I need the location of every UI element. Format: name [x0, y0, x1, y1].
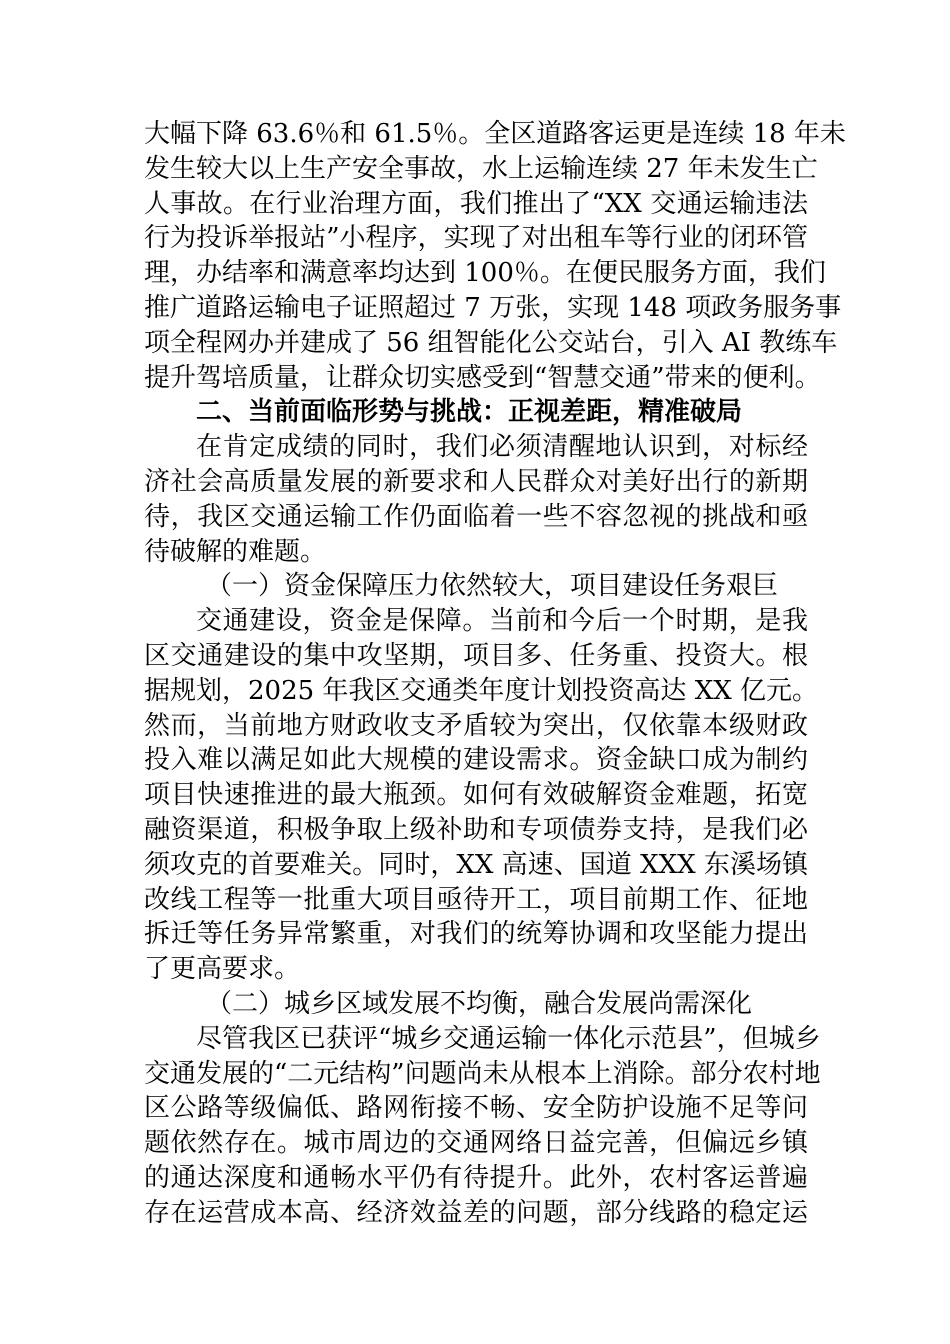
subsection-heading-urban-rural: （二）城乡区域发展不均衡，融合发展尚需深化: [206, 988, 753, 1019]
text-line: 区交通建设的集中攻坚期，项目多、任务重、投资大。根: [144, 640, 808, 671]
text-line: 拆迁等任务异常繁重，对我们的统筹协调和攻坚能力提出: [144, 919, 808, 950]
text-line: 项全程网办并建成了 56 组智能化公交站台，引入 AI 教练车: [144, 327, 838, 358]
text-line: 提升驾培质量，让群众切实感受到“智慧交通”带来的便利。: [144, 362, 821, 393]
text-line: 待破解的难题。: [144, 536, 327, 567]
paragraph-achievements: [144, 117, 846, 395]
text-line: 推广道路运输电子证照超过 7 万张，实现 148 项政务服务事: [144, 292, 842, 323]
text-line: 存在运营成本高、经济效益差的问题，部分线路的稳定运: [144, 1197, 808, 1228]
text-line: 的通达深度和通畅水平仍有待提升。此外，农村客运普遍: [144, 1162, 808, 1193]
text-line: 融资渠道，积极争取上级补助和专项债券支持，是我们必: [144, 814, 808, 845]
text-line: 发生较大以上生产安全事故，水上运输连续 27 年未发生亡: [144, 153, 818, 184]
text-line: 题依然存在。城市周边的交通网络日益完善，但偏远乡镇: [144, 1128, 808, 1159]
paragraph-funding: [144, 604, 818, 987]
section-heading-challenges: 二、当前面临形势与挑战：正视差距，精准破局: [196, 397, 743, 428]
text-line: 区公路等级偏低、路网衔接不畅、安全防护设施不足等问: [144, 1093, 808, 1124]
paragraph-challenges-intro: [144, 430, 808, 569]
text-line: 然而，当前地方财政收支矛盾较为突出，仅依靠本级财政: [144, 710, 808, 741]
text-line: 人事故。在行业治理方面，我们推出了“XX 交通运输违法: [144, 188, 808, 219]
text-line: 行为投诉举报站”小程序，实现了对出租车等行业的闭环管: [144, 223, 808, 254]
text-line: 交通建设，资金是保障。当前和今后一个时期，是我: [196, 606, 808, 637]
text-line: 据规划，2025 年我区交通类年度计划投资高达 XX 亿元。: [144, 675, 818, 706]
text-line: 了更高要求。: [144, 954, 301, 985]
text-line: 大幅下降 63.6％和 61.5％。全区道路客运更是连续 18 年未: [144, 119, 846, 149]
text-line: 改线工程等一批重大项目亟待开工，项目前期工作、征地: [144, 884, 808, 915]
subsection-heading-funding: （一）资金保障压力依然较大，项目建设任务艰巨: [206, 571, 779, 602]
text-line: 待，我区交通运输工作仍面临着一些不容忽视的挑战和亟: [144, 501, 808, 532]
text-line: 项目快速推进的最大瓶颈。如何有效破解资金难题，拓宽: [144, 780, 808, 811]
text-line: 交通发展的“二元结构”问题尚未从根本上消除。部分农村地: [144, 1058, 821, 1089]
text-line: 须攻克的首要难关。同时，XX 高速、国道 XXX 东溪场镇: [144, 849, 808, 880]
text-line: 投入难以满足如此大规模的建设需求。资金缺口成为制约: [144, 745, 808, 776]
text-line: 尽管我区已获评“城乡交通运输一体化示范县”，但城乡: [196, 1023, 821, 1054]
document-page: [144, 117, 846, 1231]
text-line: 理，办结率和满意率均达到 100％。在便民服务方面，我们: [144, 258, 826, 289]
paragraph-urban-rural: [144, 1022, 821, 1231]
text-line: 济社会高质量发展的新要求和人民群众对美好出行的新期: [144, 466, 808, 497]
text-line: 在肯定成绩的同时，我们必须清醒地认识到，对标经: [196, 432, 808, 463]
